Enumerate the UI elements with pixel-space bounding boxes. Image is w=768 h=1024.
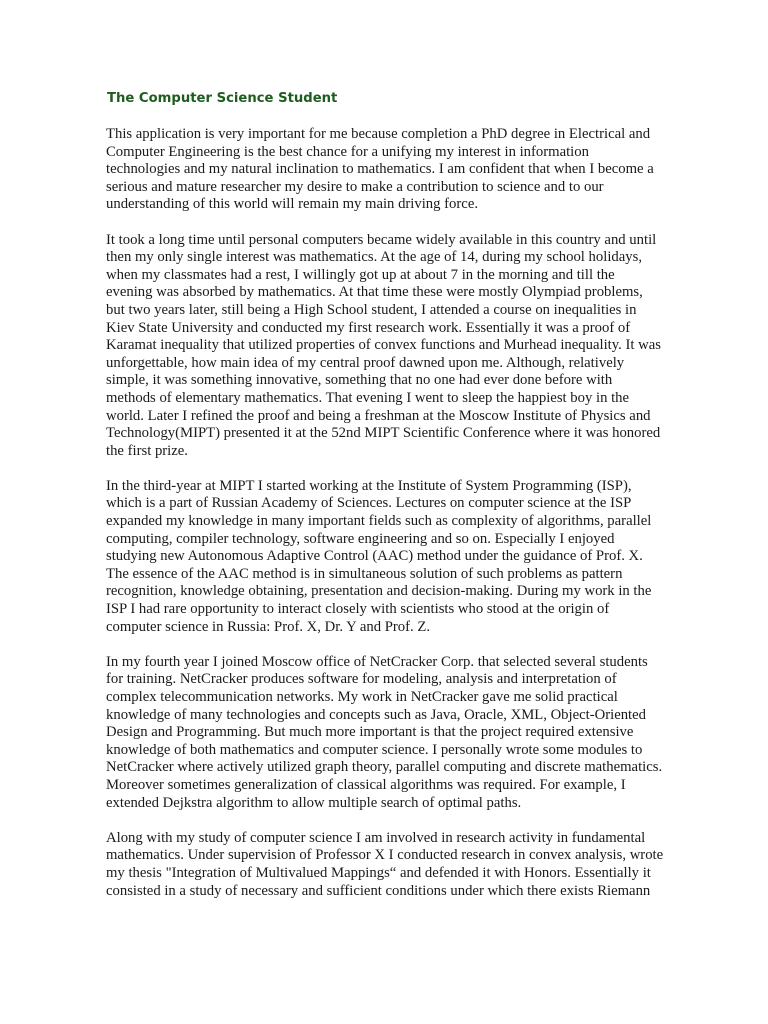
text-line: Along with my study of computer science I am involved in research activity in fundamental bbox=[106, 829, 646, 846]
text-line: computer science in Russia: Prof. X, Dr. Y and Prof. Z. bbox=[106, 618, 431, 635]
text-line: for training. NetCracker produces software for modeling, analysis and interpretation of bbox=[106, 671, 617, 688]
text-line: unforgettable, how main idea of my central proof dawned upon me. Although, relatively bbox=[106, 354, 625, 371]
document-title: The Computer Science Student bbox=[107, 91, 338, 106]
text-line: methods of elementary mathematics. That evening I went to sleep the happiest boy in the bbox=[106, 389, 630, 406]
text-line: complex telecommunication networks. My work in NetCracker gave me solid practical bbox=[106, 689, 618, 705]
text-line: the first prize. bbox=[106, 442, 188, 459]
text-line: Computer Engineering is the best chance for a unifying my interest in information bbox=[106, 143, 589, 160]
text-line: serious and mature researcher my desire to make a contribution to science and to our bbox=[106, 178, 604, 195]
text-line: understanding of this world will remain my main driving force. bbox=[106, 196, 479, 213]
text-line: Kiev State University and conducted my first research work. Essentially it was a proof of bbox=[106, 319, 631, 336]
paragraph-3 bbox=[106, 478, 706, 636]
text-line: knowledge of many technologies and concepts such as Java, Oracle, XML, Object-Oriented bbox=[106, 706, 646, 723]
text-line: recognition, knowledge obtaining, presentation and decision-making. During my work in the bbox=[106, 583, 652, 600]
text-line: expanded my knowledge in many important fields such as complexity of algorithms, parallel bbox=[106, 513, 652, 530]
text-line: consisted in a study of necessary and sufficient conditions under which there exists Riemann bbox=[106, 882, 651, 899]
paragraph-1 bbox=[106, 126, 706, 214]
text-line: which is a part of Russian Academy of Sciences. Lectures on computer science at the ISP bbox=[106, 495, 632, 512]
text-line: This application is very important for me because completion a PhD degree in Electrical and bbox=[106, 126, 651, 142]
text-line: The essence of the AAC method is in simultaneous solution of such problems as pattern bbox=[106, 565, 623, 582]
text-line: my thesis "Integration of Multivalued Mappings“ and defended it with Honors. Essentially it bbox=[106, 864, 651, 881]
text-line: studying new Autonomous Adaptive Control (AAC) method under the guidance of Prof. X. bbox=[106, 548, 643, 565]
text-line: Design and Programming. But much more important is that the project required extensive bbox=[106, 724, 634, 741]
text-line: computing, compiler technology, software engineering and so on. Especially I enjoyed bbox=[106, 530, 615, 547]
text-line: Karamat inequality that utilized properties of convex functions and Murhead inequality. It was bbox=[106, 337, 661, 354]
text-line: technologies and my natural inclination to mathematics. I am confident that when I become a bbox=[106, 161, 654, 178]
text-line: world. Later I refined the proof and being a freshman at the Moscow Institute of Physics and bbox=[106, 407, 651, 424]
text-line: NetCracker where actively utilized graph theory, parallel computing and discrete mathematics. bbox=[106, 759, 663, 776]
document-body bbox=[106, 126, 706, 918]
paragraph-5 bbox=[106, 830, 706, 900]
text-line: ISP I had rare opportunity to interact closely with scientists who stood at the origin of bbox=[106, 601, 610, 618]
text-line: then my only single interest was mathematics. At the age of 14, during my school holidays, bbox=[106, 249, 642, 266]
paragraph-4 bbox=[106, 654, 706, 812]
text-line: when my classmates had a rest, I willingly got up at about 7 in the morning and till the bbox=[106, 266, 615, 283]
text-line: Moreover sometimes generalization of classical algorithms was required. For example, I bbox=[106, 776, 626, 793]
text-line: In my fourth year I joined Moscow office of NetCracker Corp. that selected several students bbox=[106, 653, 648, 670]
text-line: but two years later, still being a High School student, I attended a course on inequalities in bbox=[106, 301, 637, 318]
text-line: knowledge of both mathematics and computer science. I personally wrote some modules to bbox=[106, 741, 643, 758]
text-line: Technology(MIPT) presented it at the 52nd MIPT Scientific Conference where it was honored bbox=[106, 425, 661, 442]
paragraph-2 bbox=[106, 232, 706, 461]
text-line: extended Dejkstra algorithm to allow multiple search of optimal paths. bbox=[106, 794, 522, 811]
text-line: mathematics. Under supervision of Professor X I conducted research in convex analysis, wrote bbox=[106, 847, 664, 864]
text-line: simple, it was something innovative, something that no one had ever done before with bbox=[106, 372, 613, 389]
text-line: evening was absorbed by mathematics. At that time these were mostly Olympiad problems, bbox=[106, 284, 643, 301]
text-line: It took a long time until personal computers became widely available in this country and until bbox=[106, 231, 657, 248]
text-line: In the third-year at MIPT I started working at the Institute of System Programming (ISP), bbox=[106, 477, 632, 494]
